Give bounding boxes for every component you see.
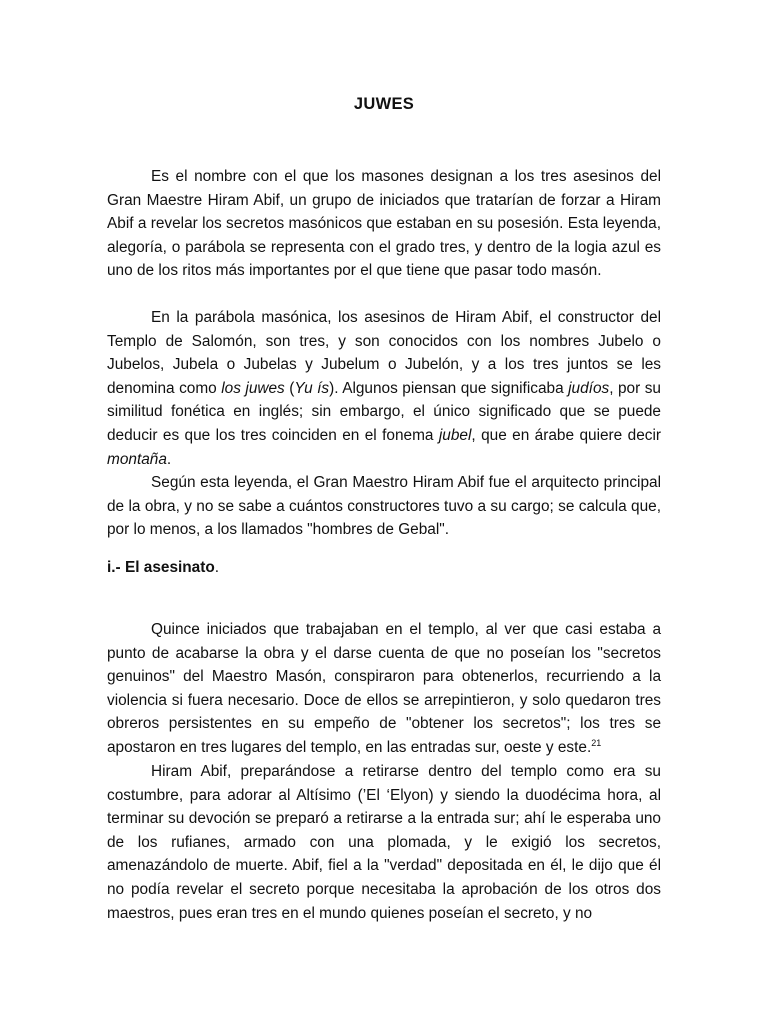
paragraph-4 — [107, 618, 661, 760]
p2-italic-judios: judíos — [568, 379, 610, 397]
p2-italic-montana: montaña — [107, 450, 167, 468]
p2-italic-yu-is: Yu ís — [294, 379, 330, 397]
legend-section — [107, 471, 661, 542]
document-title: JUWES — [353, 95, 415, 113]
p2-text-c: ( — [284, 379, 295, 397]
p2-text-a: En la parábola masónica, los asesinos de Hiram Abif, el constructor del Templo de Salomón, son tres, y son conocidos con los nombres Jubelo o Jubelos, Jubela o Jubelas y Jubelum o Jubelón, y a los tres juntos se les denomina como — [107, 309, 661, 397]
p2-text-e: ). Algunos piensan que significaba — [329, 379, 569, 397]
intro-section — [107, 165, 661, 283]
paragraph-3: Según esta leyenda, el Gran Maestro Hiram Abif fue el arquitecto principal de la obra, y no se sabe a cuántos constructores tuvo a su cargo; se calcula que, por lo menos, a los llamados "hombres de Gebal". — [107, 474, 661, 539]
p2-text-k: . — [166, 450, 172, 468]
hiram-section — [107, 760, 661, 925]
section-heading-text: i.- El asesinato — [107, 559, 215, 576]
p2-italic-los-juwes: los juwes — [221, 379, 285, 397]
section-heading — [107, 556, 219, 580]
p2-italic-jubel: jubel — [438, 426, 472, 444]
assassination-section — [107, 618, 661, 760]
paragraph-5: Hiram Abif, preparándose a retirarse dentro del templo como era su costumbre, para adorar al Altísimo (’El ‘Elyon) y siendo la duodécima hora, al terminar su devoción se preparó a retirarse a la entrada sur; ahí le esperaba uno de los rufianes, armado con una plomada, y le exigió los secretos, amenazándolo de muerte. Abif, fiel a la "verdad" depositada en él, le dijo que él no podía revelar el secreto porque necesitaba la aprobación de los otros dos maestros, pues eran tres en el mundo quienes poseían el secreto, y no — [107, 763, 661, 922]
footnote-reference: 21 — [591, 737, 602, 748]
parable-section — [107, 306, 661, 471]
p2-text-i: , que en árabe quiere decir — [471, 426, 661, 444]
section-heading-period: . — [214, 559, 220, 576]
p4-text: Quince iniciados que trabajaban en el templo, al ver que casi estaba a punto de acabarse la obra y el darse cuenta de que no poseían los "secretos genuinos" del Maestro Masón, conspiraron para obtenerlos, recurriendo a la violencia si fuera necesario. Doce de ellos se arrepintieron, y solo quedaron tres obreros persistentes en su empeño de "obtener los secretos"; los tres se apostaron en tres lugares del templo, en las entradas sur, oeste y este. — [107, 621, 661, 756]
paragraph-2 — [107, 306, 661, 471]
paragraph-1: Es el nombre con el que los masones designan a los tres asesinos del Gran Maestre Hiram Abif, un grupo de iniciados que tratarían de forzar a Hiram Abif a revelar los secretos masónicos que estaban en su posesión. Esta leyenda, alegoría, o parábola se representa con el grado tres, y dentro de la logia azul es uno de los ritos más importantes por el que tiene que pasar todo masón. — [107, 168, 661, 280]
p2-text-g: , por su similitud fonética en inglés; sin embargo, el único significado que se puede deducir es que los tres coinciden en el fonema — [107, 379, 661, 444]
